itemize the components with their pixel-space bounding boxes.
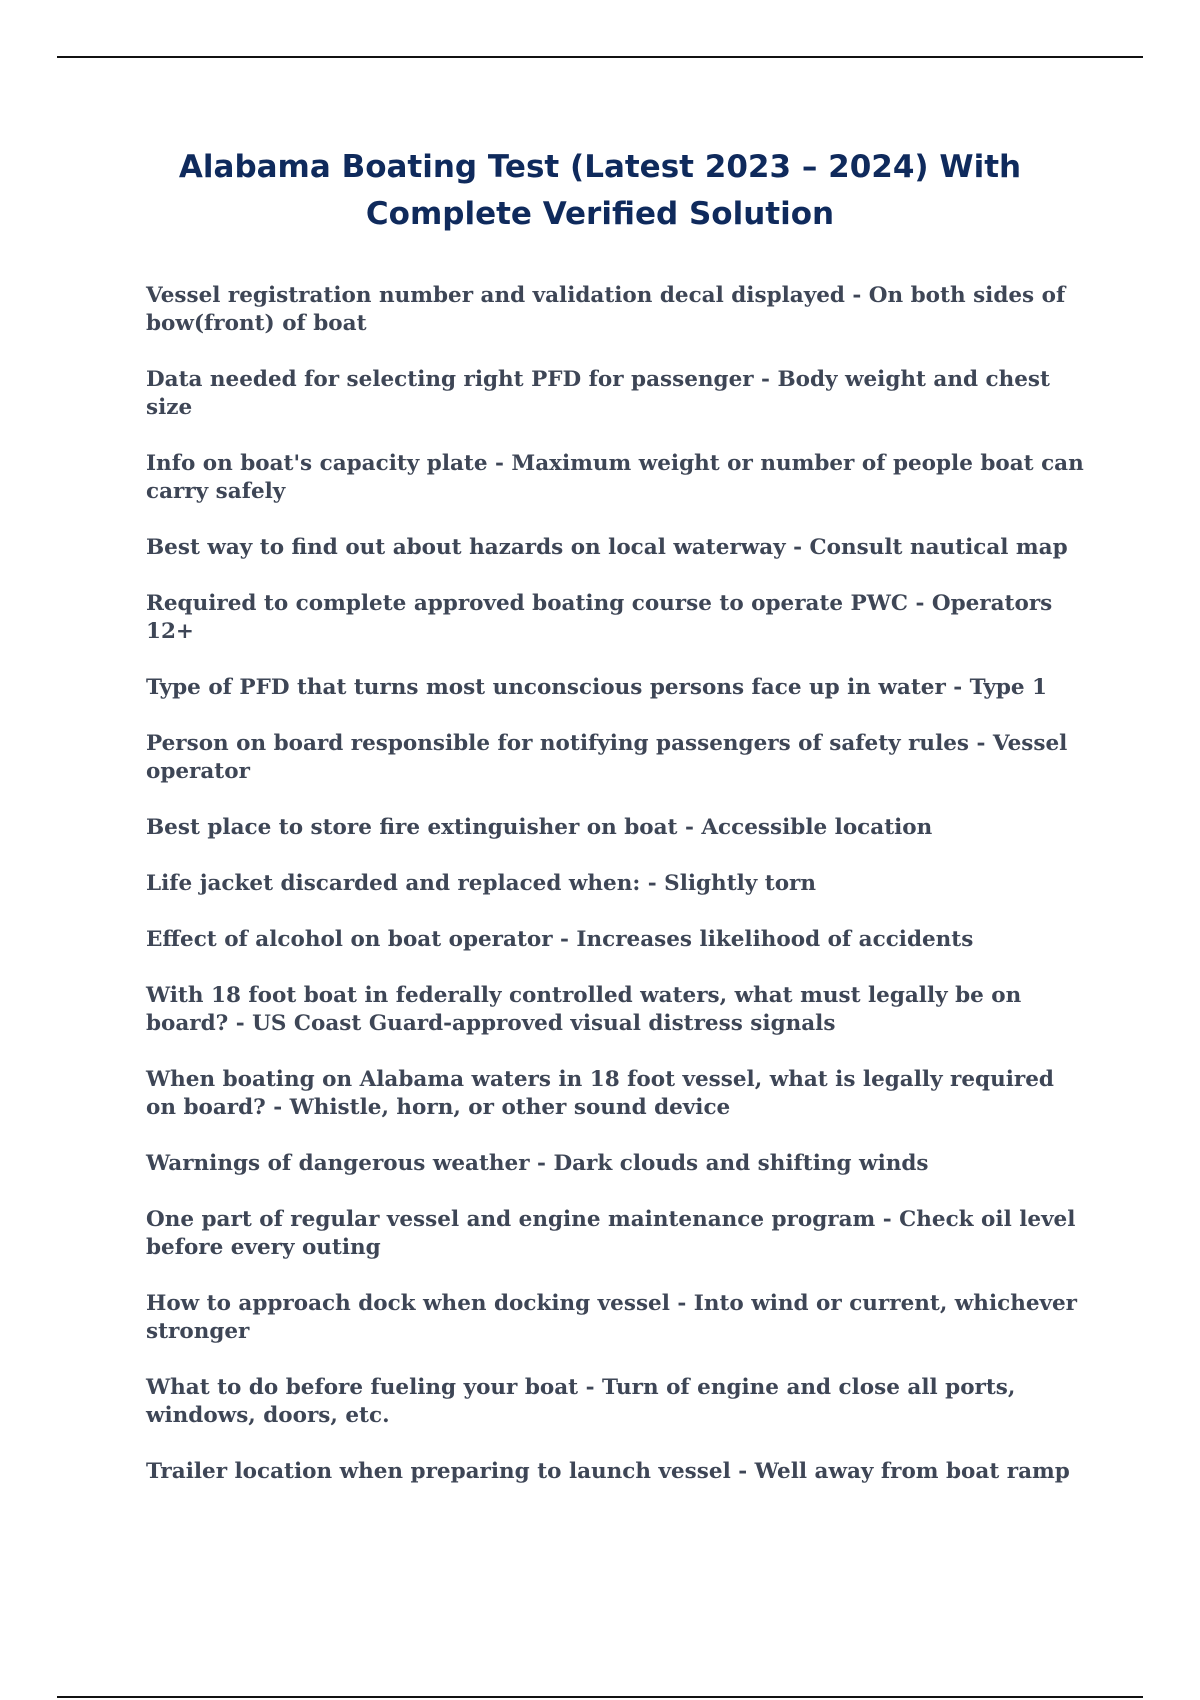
qa-item: One part of regular vessel and engine maintenance program - Check oil level before every outing [146,1207,1076,1260]
top-divider [57,56,1143,58]
qa-item: Info on boat's capacity plate - Maximum weight or number of people boat can carry safely [146,451,1084,504]
qa-item: Vessel registration number and validation decal displayed - On both sides of bow(front) of boat [146,283,1066,336]
qa-item: With 18 foot boat in federally controlled waters, what must legally be on board? - US Coast Guard-approved visual distress signals [146,983,1022,1036]
qa-item: Trailer location when preparing to launch vessel - Well away from boat ramp [146,1459,1070,1484]
qa-item: Type of PFD that turns most unconscious persons face up in water - Type 1 [146,675,1047,700]
qa-item: Data needed for selecting right PFD for passenger - Body weight and chest size [146,367,1050,420]
question-answer-list [146,282,1086,1514]
qa-item: Warnings of dangerous weather - Dark clouds and shifting winds [146,1151,929,1176]
qa-item: What to do before fueling your boat - Turn of engine and close all ports, windows, doors, etc. [146,1375,1016,1428]
qa-item: How to approach dock when docking vessel - Into wind or current, whichever stronger [146,1291,1078,1344]
qa-item: Effect of alcohol on boat operator - Increases likelihood of accidents [146,927,974,952]
document-title: Alabama Boating Test (Latest 2023 – 2024) With Complete Verified Solution [178,149,1022,232]
qa-item: Person on board responsible for notifying passengers of safety rules - Vessel operator [146,731,1068,784]
qa-item: When boating on Alabama waters in 18 foot vessel, what is legally required on board? - Whistle, horn, or other sound device [146,1067,1054,1120]
bottom-divider [57,1696,1143,1698]
qa-item: Best way to find out about hazards on local waterway - Consult nautical map [146,535,1068,560]
qa-item: Required to complete approved boating course to operate PWC - Operators 12+ [146,591,1053,644]
qa-item: Life jacket discarded and replaced when: - Slightly torn [146,871,816,896]
qa-item: Best place to store fire extinguisher on boat - Accessible location [146,815,933,840]
